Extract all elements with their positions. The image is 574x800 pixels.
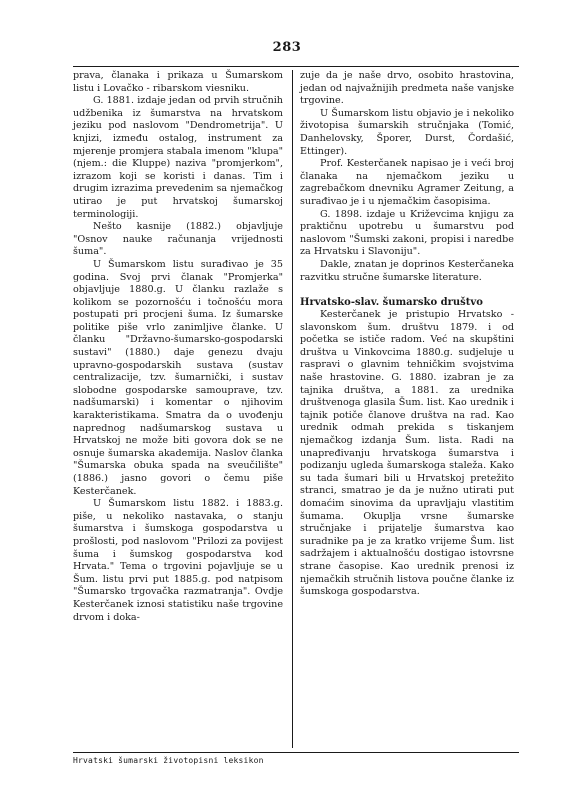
paragraph: U Šumarskom listu surađivao je 35 godina. Svoj prvi članak "Promjerka" objavljuje 1880.g. U članku razlaže s kolikom se pozornošću i točnošću mora postupati pri procjeni šuma. Iz šumarske politike piše vrlo zanimljive članke. U članku "Državno-šumarsko-gospodarski sustavi" (1880.) daje genezu dvaju upravno-gospodarskih sustava (sustav centralizacije, tzv. šumarnički, i sustav slobodne gospodarske samouprave, tzv. nadšumarski) i komentar o njihovim karakteristikama. Smatra da o uvođenju naprednog nadšumarskog sustava u Hrvatskoj ne može biti govora dok se ne osnuje šumarska akademija. Naslov članka "Šumarska obuka spada na sveučilište" (1886.) jasno govori o čemu piše Kesterčanek. (73, 258, 283, 497)
paragraph: Nešto kasnije (1882.) objavljuje "Osnov nauke računanja vrijednosti šuma". (73, 221, 283, 258)
column-divider (292, 70, 293, 748)
paragraph: Kesterčanek je pristupio Hrvatsko - slavonskom šum. društvu 1879. i od početka se ističe radom. Već na skupštini društva u Vinkovcima 1880.g. sudjeluje u raspravi o glavnim tehničkim svojstvima naše hrastovine. G. 1880. izabran je za tajnika društva, a 1881. za urednika društvenoga glasila Šum. list. Kao urednik i tajnik potiče članove društva na rad. Kao urednik odmah prekida s tiskanjem njemačkog izdanja Šum. lista. Radi na unapređivanju hrvatskoga šumarstva i podizanju ugleda šumarskoga staleža. Kako su tada šumari bili u Hrvatskoj pretežito stranci, smatrao je da je nužno utirati put domaćim sinovima da upravljaju vlastitim šumama. Okuplja vrsne šumarske stručnjake i prijatelje šumarstva kao suradnike pa je za kratko vrijeme Šum. list sadržajem i aktualnošću dostigao istovrsne strane časopise. Kao urednik prenosi iz njemačkih stručnih listova poučne članke iz šumskoga gospodarstva. (300, 309, 514, 598)
section-heading: Hrvatsko-slav. šumarsko društvo (300, 297, 483, 309)
paragraph: prava, članaka i prikaza u Šumarskom listu i Lovačko - ribarskom viesniku. (73, 70, 283, 94)
paragraph: U Šumarskom listu 1882. i 1883.g. piše, u nekoliko nastavaka, o stanju šumarstva i šumskoga gospodarstva u prošlosti, pod naslovom "Prilozi za povijest šuma i šumskog gospodarstva kod Hrvata." Tema o trgovini pojavljuje se u Šum. listu prvi put 1885.g. pod natpisom "Šumarsko trgovačka razmatranja". Ovdje Kesterčanek iznosi statistiku naše trgovine drvom i doka- (73, 498, 283, 623)
paragraph: Dakle, znatan je doprinos Kesterčaneka razvitku stručne šumarske literature. (300, 258, 514, 283)
footer-title: Hrvatski šumarski životopisni leksikon (73, 756, 264, 765)
left-column (73, 70, 283, 624)
paragraph: G. 1881. izdaje jedan od prvih stručnih udžbenika iz šumarstva na hrvatskom jeziku pod naslovom "Dendrometrija". U knjizi, između ostalog, instrument za mjerenje promjera stabala imenom "klupa" (njem.: die Kluppe) naziva "promjerkom", izrazom koji se koristi i danas. Tim i drugim izrazima prevedenim sa njemačkog utirao je put hrvatskoj šumarskoj terminologiji. (73, 95, 283, 220)
bottom-rule (73, 752, 519, 753)
paragraph: zuje da je naše drvo, osobito hrastovina, jedan od najvažnijih predmeta naše vanjske trgovine. (300, 70, 514, 107)
right-column (300, 70, 514, 599)
paragraph: G. 1898. izdaje u Križevcima knjigu za praktičnu upotrebu u šumarstvu pod naslovom "Šumski zakoni, propisi i naredbe za Hrvatsku i Slavoniju". (300, 208, 514, 258)
page-number: 283 (272, 40, 302, 55)
top-rule (73, 66, 519, 67)
paragraph: Prof. Kesterčanek napisao je i veći broj članaka na njemačkom jeziku u zagrebačkom dnevniku Agramer Zeitung, a surađivao je i u njemačkim časopisima. (300, 158, 514, 207)
paragraph: U Šumarskom listu objavio je i nekoliko životopisa šumarskih stručnjaka (Tomić, Danhelovsky, Šporer, Durst, Čordašić, Ettinger). (300, 107, 514, 157)
